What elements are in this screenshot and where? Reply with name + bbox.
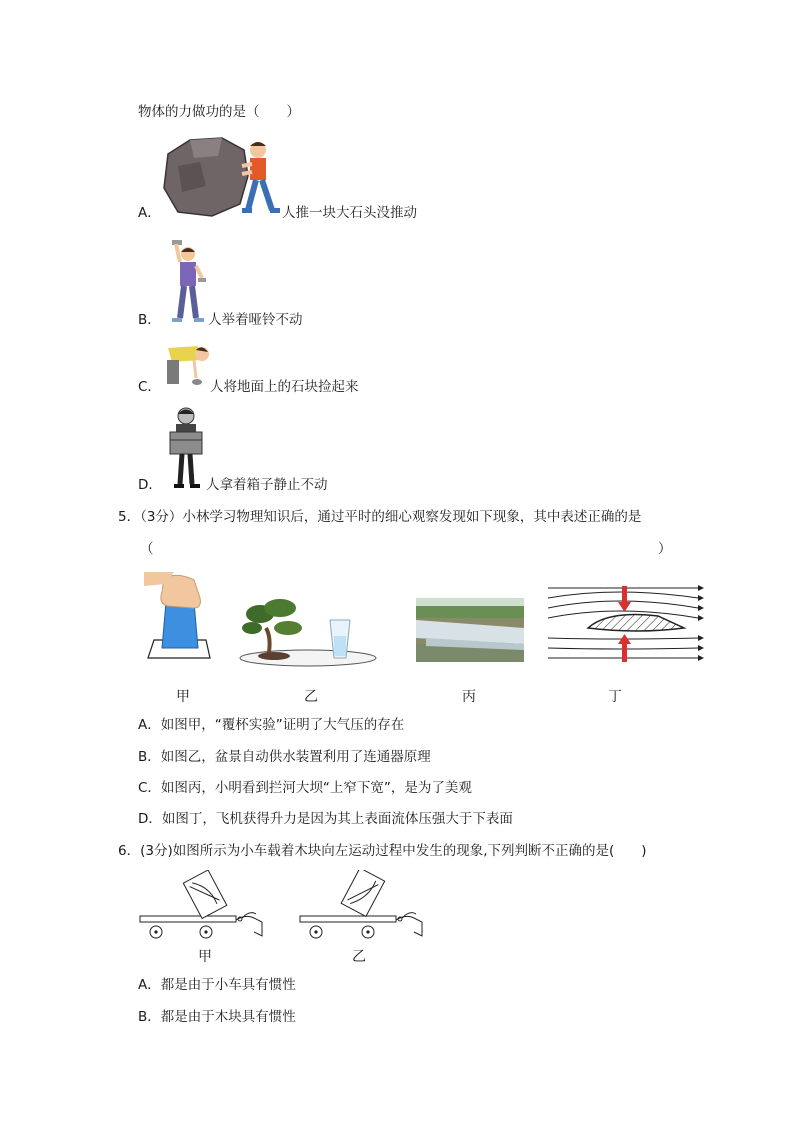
q6-stem: 6．(3分)如图所示为小车载着木块向左运动过程中发生的现象,下列判断不正确的是( ) — [118, 843, 647, 859]
cart-block-diagram-yi — [296, 870, 428, 942]
q6-option-b: B．都是由于木块具有惯性 — [138, 1009, 296, 1025]
bonsai-auto-watering-image — [238, 598, 378, 670]
q4-option-c-letter: C． — [138, 379, 161, 395]
q4-option-b-letter: B． — [138, 312, 161, 328]
q4-option-d-letter: D． — [138, 477, 162, 493]
q4-option-a-text: 人推一块大石头没推动 — [282, 205, 417, 221]
q5-stem: 5．（3分）小林学习物理知识后，通过平时的细心观察发现如下现象，其中表述正确的是 — [118, 509, 642, 525]
q6-figure-label-jia: 甲 — [198, 949, 212, 965]
q5-figure-label-jia: 甲 — [176, 689, 190, 705]
man-holding-box-image — [164, 406, 208, 490]
q5-option-a: A．如图甲，“覆杯实验”证明了大气压的存在 — [138, 717, 405, 733]
boy-holding-dumbbell-image — [166, 238, 210, 326]
q6-option-a: A．都是由于小车具有惯性 — [138, 977, 296, 993]
q4-stem-tail: 物体的力做功的是（ ） — [138, 104, 300, 120]
q5-paren-open: （ — [140, 541, 154, 557]
q4-option-b-text: 人举着哑铃不动 — [208, 312, 303, 328]
q5-option-b: B．如图乙，盆景自动供水装置利用了连通器原理 — [138, 749, 431, 765]
q5-option-d: D．如图丁，飞机获得升力是因为其上表面流体压强大于下表面 — [138, 811, 513, 827]
q5-option-c: C．如图丙，小明看到拦河大坝“上窄下宽”，是为了美观 — [138, 780, 472, 796]
q6-figure-label-yi: 乙 — [352, 949, 366, 965]
q5-figure-label-bing: 丙 — [462, 689, 476, 705]
boy-pushing-rock-image — [160, 136, 282, 218]
airfoil-streamlines-diagram — [548, 582, 706, 664]
river-dam-image — [416, 598, 524, 662]
boy-picking-up-stone-image — [164, 340, 210, 390]
q5-figure-label-ding: 丁 — [608, 689, 622, 705]
q5-figure-label-yi: 乙 — [304, 689, 318, 705]
cart-block-diagram-jia — [138, 870, 268, 942]
q5-paren-close: ） — [658, 541, 672, 557]
q4-option-d-text: 人拿着箱子静止不动 — [206, 477, 328, 493]
q4-option-c-text: 人将地面上的石块捡起来 — [210, 379, 359, 395]
q4-option-a-letter: A． — [138, 205, 161, 221]
inverted-cup-experiment-image — [144, 568, 216, 664]
